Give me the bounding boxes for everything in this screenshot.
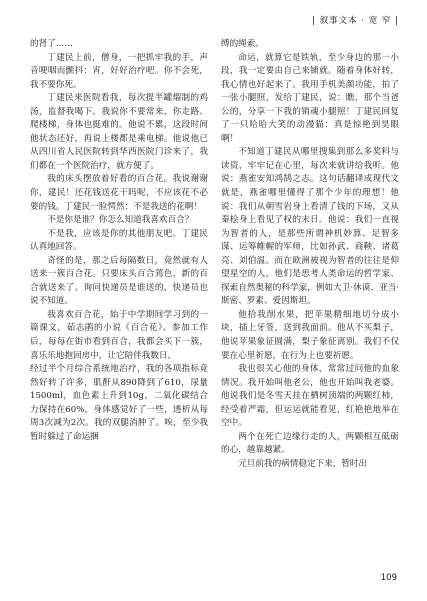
paragraph: 不是你是谁？你怎么知道我喜欢百合？ [47,215,194,226]
paragraph: 命运，就算它是铁轨，至少身边的那一小段，我一定要由自己来铺就。随着身体好转，我心情也好起来了。我用手机美颜功能，拍了一张小腿照，发给丁建民，说：瞧，那个当爸公的，分享一下我的销魂小腿照！丁建民回复了一只哈哈大笑的动漫猫：真是惊艳到昊眼啊！ [221,52,399,144]
running-header: | 叙事文本 · 宽 窄 | [312,16,399,26]
paragraph: 缚的绳索。 [221,39,264,49]
paragraph: 经过半个月综合系统地治疗，我的各项指标竟然好转了许多，肌酐从890降到了610，尿量1500ml，血色素上升到10g，二氧化碳结合力保持在60%，身体感觉好了一些，透析从每周3次减为2次。我的双腿消肿了。唉，至少我暂时躲过了命运捆 [30,364,208,442]
paragraph: 不是我，应该是你的其他朋友吧。丁建民认真地回答。 [30,228,208,253]
paragraph: 我也很关心他的身体，常常过问他的血象情况。我开始叫他老公，他也开始叫我老婆。他说我们是冬雪天挂在栖树顶端的两颗红柿，经受着严霜，但运运就能看见，红艳艳地举在空中。 [221,364,399,429]
paragraph: 丁建民上前，僧身，一把抓牢我的手，声音哽咽而颤抖：宵，好好治疗吧。你不会死，我不要你死。 [30,52,208,90]
page-number: 109 [380,573,397,583]
paragraph: 两个在死亡边缘行走的人，两颗相互砥砺的心，越靠越紧。 [221,431,399,456]
paragraph: 我的床头摆放着好看的百合花。我说谢谢你，建民！还花钱送花干吗呢，不应该花不必要的钱。丁建民一脸愕然：不是我送的花啊！ [30,174,208,212]
paragraph: 他拾我削水果，把苹果精细地切分成小块，插上牙签，送到我面前。他从不买梨子，他说苹果象征圆满，梨子象征离别。我们不仅要在心里祈愿，在行为上也要祈愿。 [221,309,399,361]
paragraph: 我喜欢百合花，始于中学期间学习到的一篇课文，茹志鹃的小说《百合花》。参加工作后，每每在街市看到百合，我都会买下一簇，喜乐乐地抱回房中，让它陪伴我数日。 [30,309,208,361]
left-column [30,38,208,444]
paragraph: 奇怪的是，那之后每隔数日，竟然就有人送来一簇百合花。只要床头百合蔫色，新的百合就送来了。询问快递员是谁送的，快递员也说不知道。 [30,255,208,307]
paragraph: 丁建民来医院看我，每次提半罐熘制的鸡汤，监督我喝下。我说你不要常来，你走路、爬楼梯，身体也挺难的。他说不累，这段时间他状态还好，再说上楼都是乘电梯。他说他已从四川省人民医院转到华西医院门诊来了，我们都在一个医院治疗，就方便了。 [30,93,208,171]
paragraph: 的肾了…… [30,39,73,49]
paragraph: 元旦前我的病情稳定下来，暂时出 [238,458,368,469]
paragraph: 不知道丁建民从哪里搜集到那么多奖料与读资，牢牢记在心里，每次来就讲给我听。他说：燕雀安知鸿鹄之志。这句话翻译成现代文就是，燕雀哪里懂得了那个少年的理想！他说：我们从朝雪岩身上看清了钱的下场，又从秦桧身上看见了权的末日。他说：我们一直视为智者的人，是那些所谓神机妙算、足智多谋、运筹帷幄的军师，比如孙武、商鞅、诸葛亮、刘伯温。而在欧洲被视为智者的往往是仰望星空的人，他们是思考人类命运的哲学家、探索自然奥秘的科学家，例如大卫·休谟、亚当·斯密、罗素、爱因斯坦。 [221,147,399,307]
right-column [221,38,399,472]
